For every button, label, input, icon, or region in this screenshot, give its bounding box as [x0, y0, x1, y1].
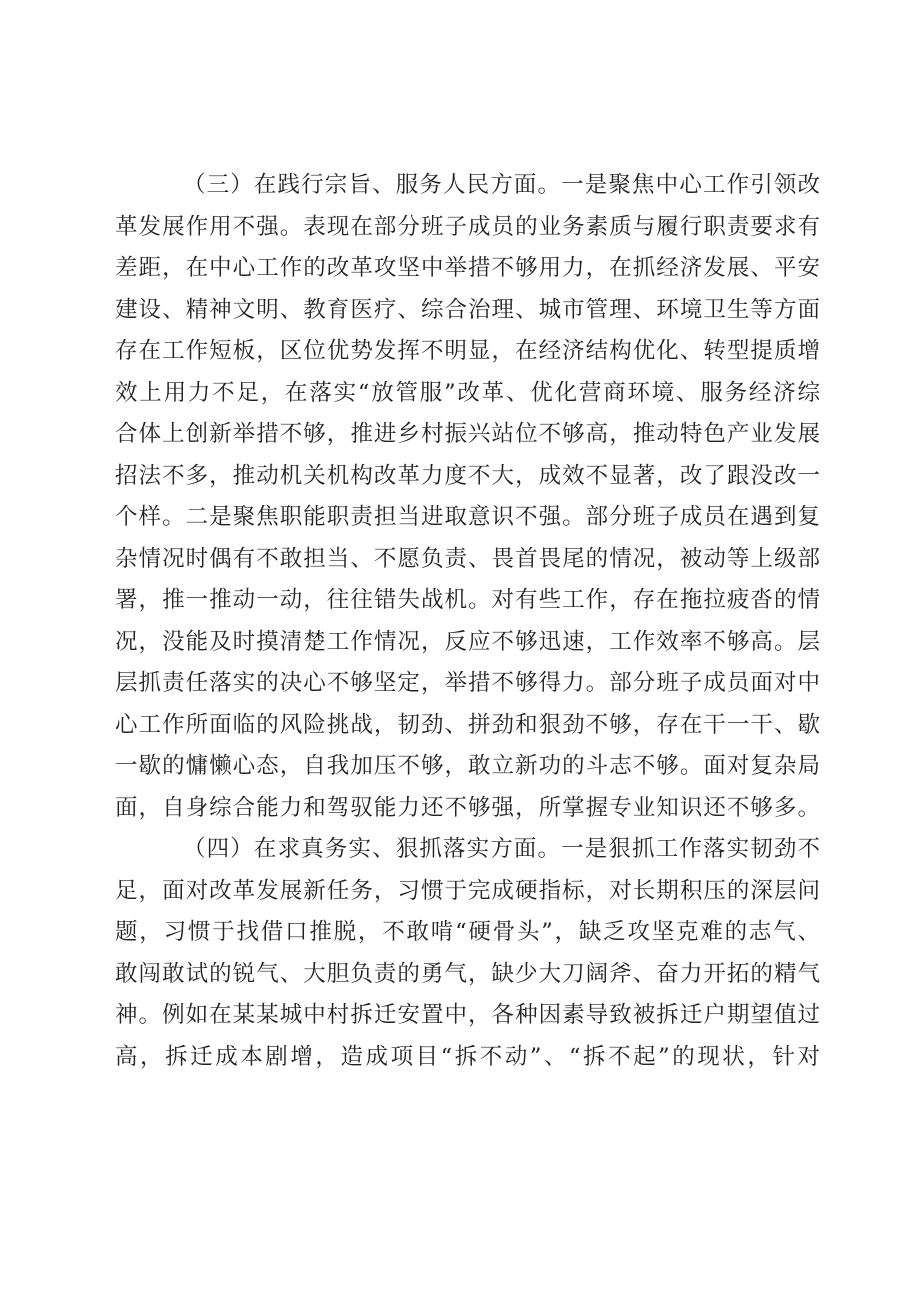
text-line: （三）在践行宗旨、服务人民方面。一是聚焦中心工作引领改	[183, 172, 820, 198]
text-line: 效上用力不足，在落实“放管服”改革、优化营商环境、服务经济综	[115, 379, 820, 406]
text-line: 存在工作短板，区位优势发挥不明显，在经济结构优化、转型提质增	[115, 338, 820, 364]
text-line: 题，习惯于找借口推脱，不敢啃“硬骨头”，缺乏攻坚克难的志气、	[115, 919, 820, 945]
text-line: 足，面对改革发展新任务，习惯于完成硬指标，对长期积压的深层问	[115, 877, 820, 904]
text-line: 个样。二是聚焦职能职责担当进取意识不强。部分班子成员在遇到复	[115, 504, 820, 530]
text-line: 建设、精神文明、教育医疗、综合治理、城市管理、环境卫生等方面	[115, 296, 820, 323]
text-line: 差距，在中心工作的改革攻坚中举措不够用力，在抓经济发展、平安	[115, 255, 820, 281]
text-line: 高，拆迁成本剧增，造成项目“拆不动”、“拆不起”的现状，针对	[115, 1043, 820, 1070]
text-line: 一歇的慵懒心态，自我加压不够，敢立新功的斗志不够。面对复杂局	[115, 753, 820, 779]
text-line: 招法不多，推动机关机构改革力度不大，成效不显著，改了跟没改一	[115, 462, 820, 489]
text-line: 心工作所面临的风险挑战，韧劲、拼劲和狠劲不够，存在干一干、歇	[115, 711, 820, 738]
text-line: 署，推一推动一动，往往错失战机。对有些工作，存在拖拉疲沓的情	[115, 587, 820, 613]
paragraph-section-4	[115, 829, 820, 1078]
paragraph-section-3	[115, 165, 820, 829]
text-line: 敢闯敢试的锐气、大胆负责的勇气，缺少大刀阔斧、奋力开拓的精气	[115, 960, 820, 987]
text-line: （四）在求真务实、狠抓落实方面。一是狠抓工作落实韧劲不	[183, 836, 820, 862]
text-line: 杂情况时偶有不敢担当、不愿负责、畏首畏尾的情况，被动等上级部	[115, 545, 820, 572]
text-line: 革发展作用不强。表现在部分班子成员的业务素质与履行职责要求有	[115, 213, 820, 240]
text-line: 况，没能及时摸清楚工作情况，反应不够迅速，工作效率不够高。层	[115, 628, 820, 655]
text-line: 层抓责任落实的决心不够坚定，举措不够得力。部分班子成员面对中	[115, 670, 820, 696]
document-body	[115, 165, 820, 1078]
text-line: 合体上创新举措不够，推进乡村振兴站位不够高，推动特色产业发展	[115, 421, 820, 447]
text-line: 面，自身综合能力和驾驭能力还不够强，所掌握专业知识还不够多。	[115, 794, 820, 821]
text-line: 神。例如在某某城中村拆迁安置中，各种因素导致被拆迁户期望值过	[115, 1002, 820, 1028]
